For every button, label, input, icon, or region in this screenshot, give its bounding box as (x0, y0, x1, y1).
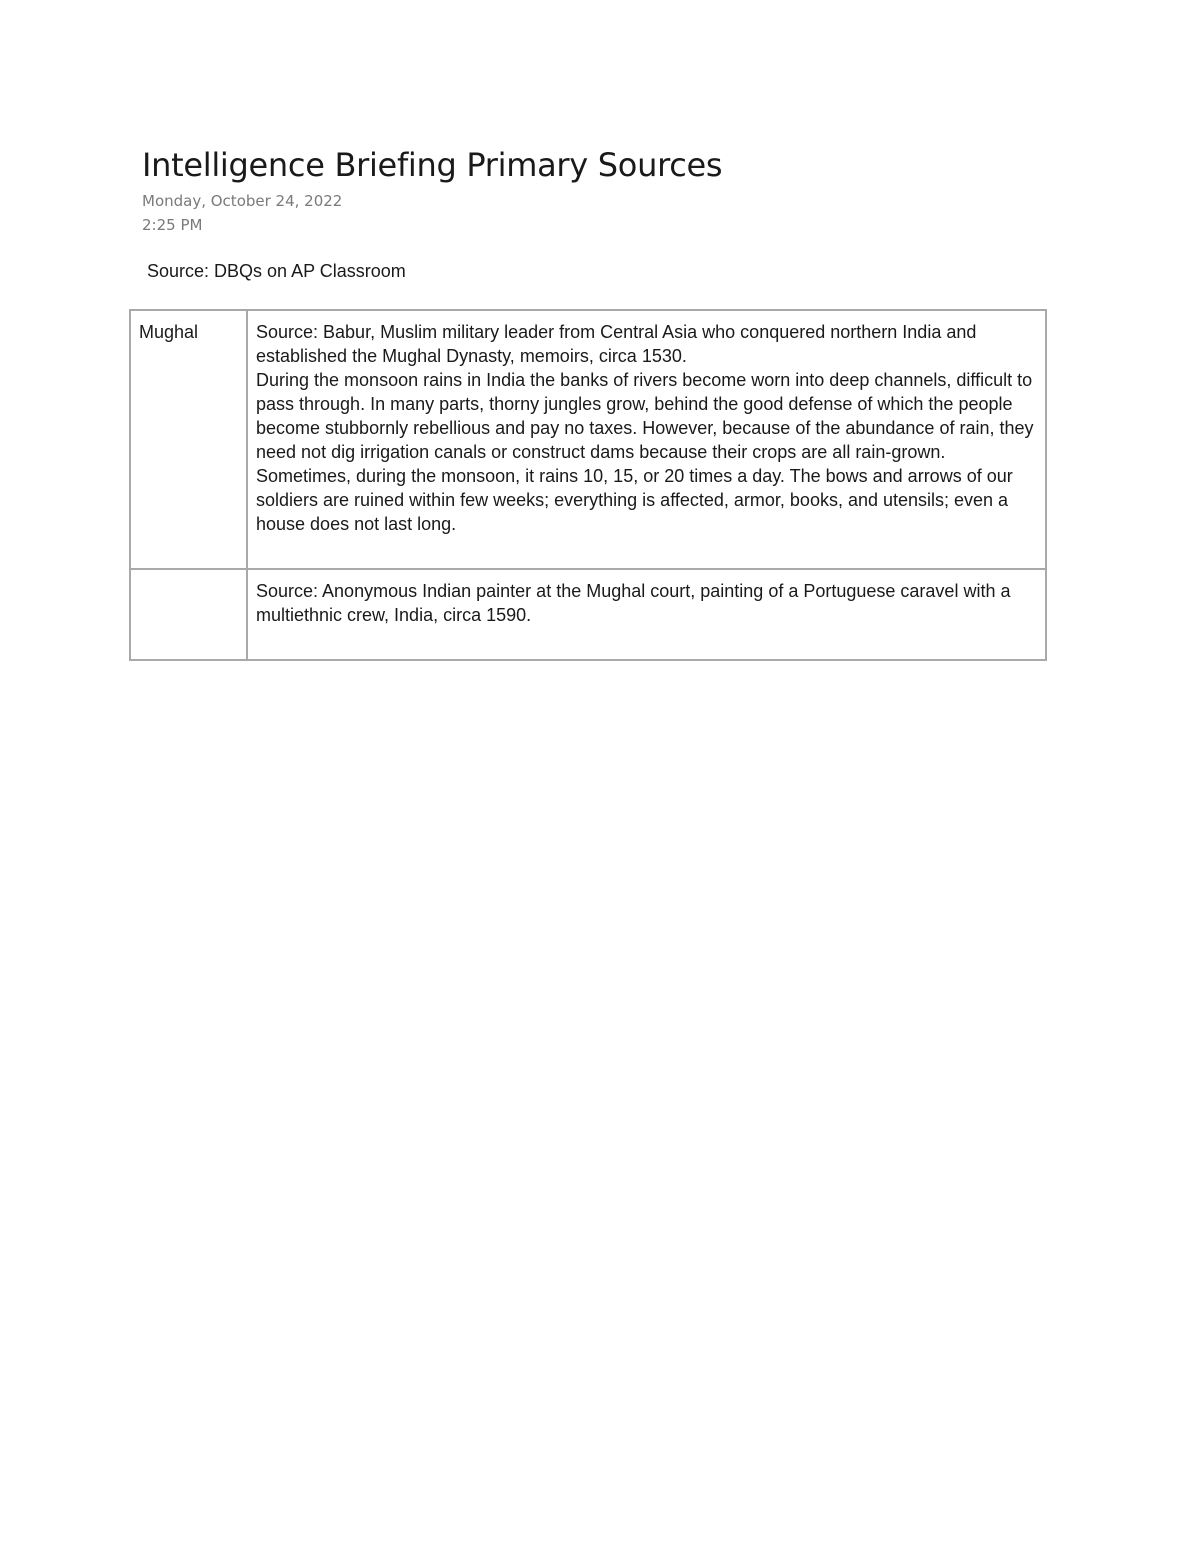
table-row (130, 569, 1046, 660)
note-date: Monday, October 24, 2022 (142, 192, 343, 210)
source-excerpt-paragraph: During the monsoon rains in India the banks of rivers become worn into deep channels, difficult to pass through. In many parts, thorny jungles grow, behind the good defense of which the people become stubbornly rebellious and pay no taxes. However, because of the abundance of rain, they need not dig irrigation canals or construct dams because their crops are all rain-grown. (256, 370, 1034, 462)
row-label-cell[interactable]: Mughal (130, 310, 247, 569)
source-line: Source: DBQs on AP Classroom (147, 261, 406, 281)
source-excerpt-paragraph: Sometimes, during the monsoon, it rains 10, 15, or 20 times a day. The bows and arrows of our soldiers are ruined within few weeks; everything is affected, armor, books, and utensils; even a house does not last long. (256, 466, 1013, 534)
row-label-cell[interactable] (130, 569, 247, 660)
sources-table (129, 309, 1047, 661)
row-content-cell[interactable] (247, 569, 1046, 660)
source-citation: Source: Babur, Muslim military leader from Central Asia who conquered northern India and established the Mughal Dynasty, memoirs, circa 1530. (256, 322, 977, 366)
note-time: 2:25 PM (142, 216, 203, 234)
table-row (130, 310, 1046, 569)
page-title: Intelligence Briefing Primary Sources (142, 146, 723, 184)
row-content-cell[interactable] (247, 310, 1046, 569)
source-citation: Source: Anonymous Indian painter at the Mughal court, painting of a Portuguese caravel with a multiethnic crew, India, circa 1590. (256, 581, 1011, 625)
